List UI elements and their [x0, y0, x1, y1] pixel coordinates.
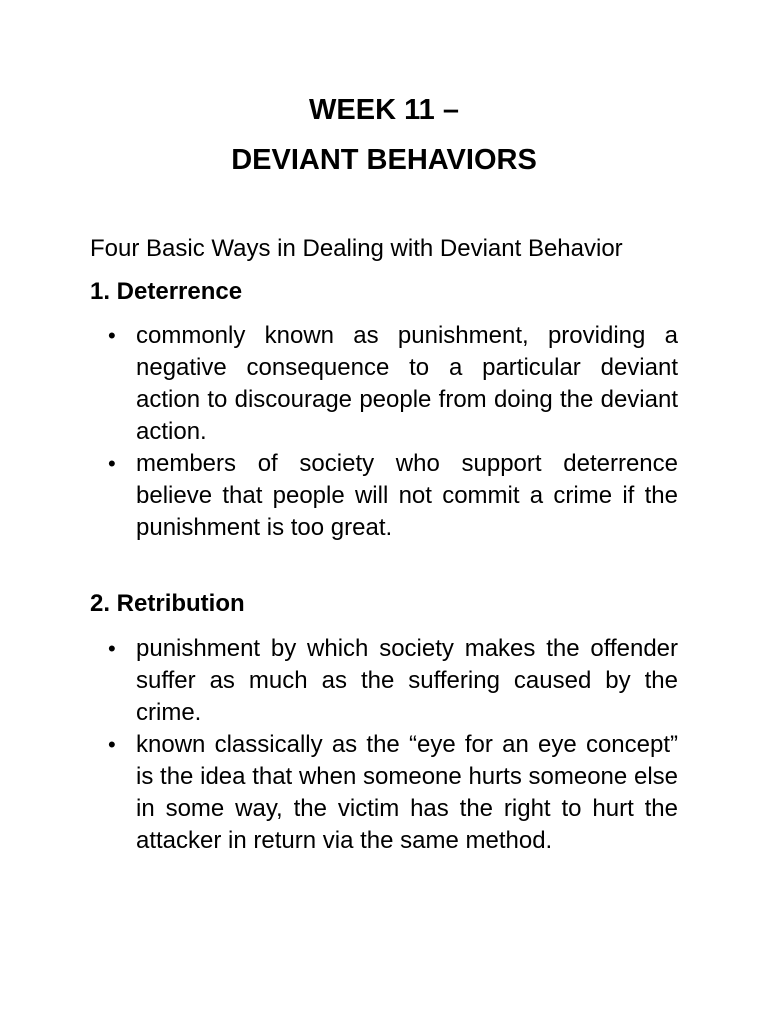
bullet-icon: • — [108, 451, 116, 476]
page-title-line-1: WEEK 11 – — [309, 94, 459, 126]
bullet-list-retribution — [106, 633, 678, 857]
list-item-text: punishment by which society makes the offender suffer as much as the suffering caused by the crime. — [136, 635, 678, 726]
page-title-line-2: DEVIANT BEHAVIORS — [231, 144, 537, 176]
list-item-text: commonly known as punishment, providing a negative consequence to a particular deviant action to discourage people from doing the deviant action. — [136, 322, 678, 445]
section-heading-retribution: 2. Retribution — [90, 590, 245, 617]
section-heading-deterrence: 1. Deterrence — [90, 278, 243, 305]
list-item-text: known classically as the “eye for an eye concept” is the idea that when someone hurts someone else in some way, the victim has the right to hurt the attacker in return via the same method. — [136, 731, 678, 854]
list-item — [106, 729, 678, 857]
list-item-text: members of society who support deterrence believe that people will not commit a crime if the punishment is too great. — [136, 450, 678, 541]
bullet-icon: • — [108, 323, 116, 348]
bullet-list-deterrence — [106, 320, 678, 544]
list-item — [106, 320, 678, 448]
bullet-icon: • — [108, 636, 116, 661]
list-item — [106, 448, 678, 544]
intro-text: Four Basic Ways in Dealing with Deviant Behavior — [90, 235, 623, 262]
bullet-icon: • — [108, 732, 116, 757]
list-item — [106, 633, 678, 729]
